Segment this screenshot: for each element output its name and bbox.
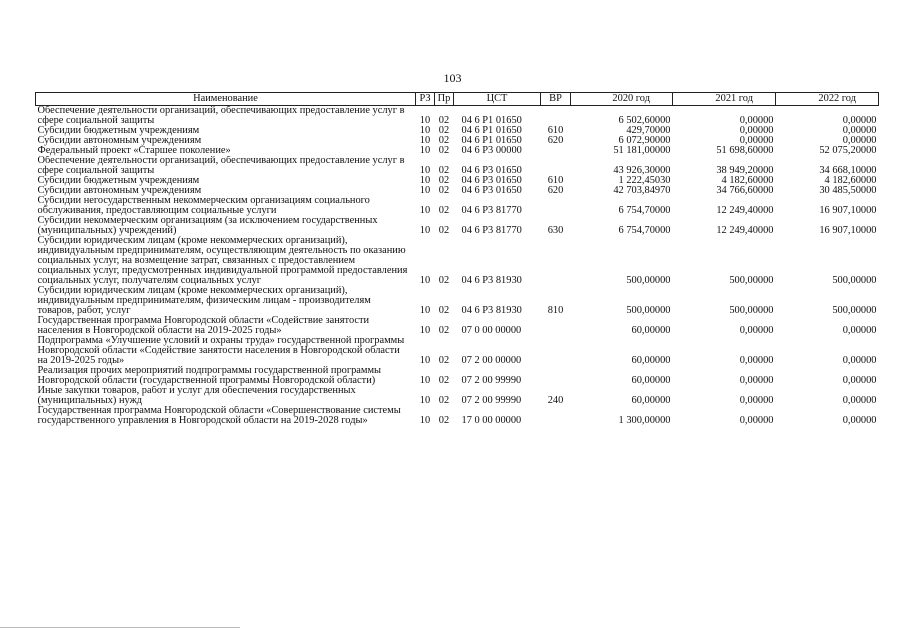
row-vr: 240 bbox=[547, 395, 564, 406]
row-2020: 1 222,45030 bbox=[618, 176, 671, 186]
row-rz: 10 bbox=[419, 146, 431, 156]
row-rz: 10 bbox=[419, 395, 431, 406]
table-row bbox=[36, 236, 879, 286]
row-rz: 10 bbox=[419, 325, 431, 336]
row-2022: 16 907,10000 bbox=[819, 225, 877, 236]
row-2022: 0,00000 bbox=[842, 126, 877, 136]
row-name: Государственная программа Новгородской области «Содействие занятости населения в Новгородской области на 2019-2025 годы» bbox=[37, 316, 370, 336]
row-vr bbox=[541, 146, 571, 156]
row-2021: 500,00000 bbox=[729, 305, 774, 316]
row-2021: 12 249,40000 bbox=[716, 205, 774, 216]
row-name: Субсидии автономным учреждениям bbox=[37, 136, 202, 146]
row-2020: 51 181,00000 bbox=[613, 146, 671, 156]
row-2021: 0,00000 bbox=[739, 115, 774, 126]
row-pr: 02 bbox=[438, 275, 450, 286]
header-vr: ВР bbox=[541, 93, 571, 106]
row-pr: 02 bbox=[438, 205, 450, 216]
row-2021: 34 766,60000 bbox=[716, 186, 774, 196]
table-row bbox=[36, 366, 879, 386]
row-rz: 10 bbox=[419, 415, 431, 426]
row-vr: 630 bbox=[547, 225, 564, 236]
row-pr: 02 bbox=[438, 375, 450, 386]
row-name: Субсидии бюджетным учреждениям bbox=[37, 176, 200, 186]
row-2020: 500,00000 bbox=[626, 275, 671, 286]
header-2022: 2022 год bbox=[776, 93, 879, 106]
row-2021: 12 249,40000 bbox=[716, 225, 774, 236]
row-name: Обеспечение деятельности организаций, обеспечивающих предоставление услуг в сфере социальной защиты bbox=[37, 105, 405, 126]
table-row bbox=[36, 216, 879, 236]
row-2020: 60,00000 bbox=[631, 395, 671, 406]
row-name: Обеспечение деятельности организаций, обеспечивающих предоставление услуг в сфере социальной защиты bbox=[37, 156, 405, 176]
row-cst: 04 6 Р3 01650 bbox=[461, 186, 522, 196]
header-2021: 2021 год bbox=[673, 93, 776, 106]
row-rz: 10 bbox=[419, 165, 431, 176]
row-vr bbox=[541, 336, 571, 366]
row-2022: 30 485,50000 bbox=[819, 186, 877, 196]
row-pr: 02 bbox=[438, 225, 450, 236]
row-2022: 16 907,10000 bbox=[819, 205, 877, 216]
row-cst: 04 6 Р3 81770 bbox=[461, 225, 522, 236]
row-2020: 6 502,60000 bbox=[618, 115, 671, 126]
row-2020: 6 754,70000 bbox=[618, 225, 671, 236]
row-2022: 0,00000 bbox=[842, 115, 877, 126]
row-2021: 0,00000 bbox=[739, 136, 774, 146]
row-rz: 10 bbox=[419, 305, 431, 316]
row-2022: 0,00000 bbox=[842, 375, 877, 386]
row-rz: 10 bbox=[419, 375, 431, 386]
table-row bbox=[36, 106, 879, 127]
row-2020: 60,00000 bbox=[631, 355, 671, 366]
row-pr: 02 bbox=[438, 186, 450, 196]
table-row bbox=[36, 146, 879, 156]
row-2020: 43 926,30000 bbox=[613, 165, 671, 176]
table-row bbox=[36, 136, 879, 146]
table-row bbox=[36, 336, 879, 366]
row-2021: 0,00000 bbox=[739, 325, 774, 336]
row-cst: 04 6 Р3 00000 bbox=[461, 146, 522, 156]
row-2022: 500,00000 bbox=[832, 305, 877, 316]
row-pr: 02 bbox=[438, 136, 450, 146]
row-name: Государственная программа Новгородской области «Совершенствование системы государственного управления в Новгородской области на 2019-2028 годы» bbox=[37, 406, 401, 426]
row-name: Субсидии некоммерческим организациям (за исключением государственных (муниципальных) учреждений) bbox=[37, 216, 378, 236]
row-name: Субсидии юридическим лицам (кроме некоммерческих организаций), индивидуальным предпринимателям, физическим лицам - производителям товаров, работ, услуг bbox=[37, 286, 371, 316]
row-cst: 04 6 Р1 01650 bbox=[461, 126, 522, 136]
row-name: Субсидии автономным учреждениям bbox=[37, 186, 202, 196]
row-pr: 02 bbox=[438, 115, 450, 126]
row-vr bbox=[541, 406, 571, 426]
row-pr: 02 bbox=[438, 355, 450, 366]
row-rz: 10 bbox=[419, 205, 431, 216]
row-2021: 0,00000 bbox=[739, 375, 774, 386]
row-name: Субсидии бюджетным учреждениям bbox=[37, 126, 200, 136]
row-2022: 0,00000 bbox=[842, 395, 877, 406]
header-2020: 2020 год bbox=[571, 93, 673, 106]
row-vr bbox=[541, 316, 571, 336]
row-cst: 07 0 00 00000 bbox=[461, 325, 522, 336]
table-row bbox=[36, 406, 879, 426]
row-cst: 04 6 Р3 01650 bbox=[461, 165, 522, 176]
row-rz: 10 bbox=[419, 126, 431, 136]
table-row bbox=[36, 186, 879, 196]
row-pr: 02 bbox=[438, 415, 450, 426]
row-name: Субсидии юридическим лицам (кроме некоммерческих организаций), индивидуальным предпринимателям, осуществляющим деятельность по оказанию социальных услуг, на возмещение затрат, связанных с предоставлением социальных услуг, предусмотренных индивидуальной программой предоставления социальных услуг, получателям социальных услуг bbox=[37, 236, 408, 286]
row-cst: 04 6 Р1 01650 bbox=[461, 136, 522, 146]
row-2022: 0,00000 bbox=[842, 136, 877, 146]
row-2022: 34 668,10000 bbox=[819, 165, 877, 176]
page-number: 103 bbox=[443, 71, 462, 85]
row-cst: 04 6 Р3 81930 bbox=[461, 275, 522, 286]
header-name: Наименование bbox=[36, 93, 416, 106]
row-vr: 610 bbox=[547, 126, 564, 136]
row-cst: 04 6 Р3 81930 bbox=[461, 305, 522, 316]
table-row bbox=[36, 316, 879, 336]
row-rz: 10 bbox=[419, 186, 431, 196]
row-pr: 02 bbox=[438, 325, 450, 336]
row-2022: 0,00000 bbox=[842, 325, 877, 336]
row-2021: 51 698,60000 bbox=[716, 146, 774, 156]
row-cst: 07 2 00 99990 bbox=[461, 395, 522, 406]
row-rz: 10 bbox=[419, 355, 431, 366]
row-rz: 10 bbox=[419, 176, 431, 186]
header-pr: Пр bbox=[435, 93, 454, 106]
row-vr bbox=[541, 366, 571, 386]
header-cst: ЦСТ bbox=[454, 93, 541, 106]
row-2021: 500,00000 bbox=[729, 275, 774, 286]
row-2020: 6 072,90000 bbox=[618, 136, 671, 146]
row-cst: 07 2 00 99990 bbox=[461, 375, 522, 386]
row-2022: 0,00000 bbox=[842, 415, 877, 426]
table-header bbox=[36, 93, 879, 106]
row-cst: 07 2 00 00000 bbox=[461, 355, 522, 366]
row-vr: 620 bbox=[547, 186, 564, 196]
row-pr: 02 bbox=[438, 146, 450, 156]
row-vr bbox=[541, 236, 571, 286]
budget-table bbox=[35, 92, 879, 426]
row-pr: 02 bbox=[438, 395, 450, 406]
row-pr: 02 bbox=[438, 126, 450, 136]
row-2020: 42 703,84970 bbox=[613, 186, 671, 196]
footer-rule bbox=[0, 627, 240, 628]
row-2022: 500,00000 bbox=[832, 275, 877, 286]
table-row bbox=[36, 196, 879, 216]
row-cst: 04 6 Р3 01650 bbox=[461, 176, 522, 186]
row-2020: 429,70000 bbox=[626, 126, 671, 136]
row-cst: 17 0 00 00000 bbox=[461, 415, 522, 426]
table-row bbox=[36, 286, 879, 316]
row-2021: 38 949,20000 bbox=[716, 165, 774, 176]
row-2022: 52 075,20000 bbox=[819, 146, 877, 156]
table-body bbox=[36, 106, 879, 427]
row-2021: 0,00000 bbox=[739, 355, 774, 366]
row-vr: 620 bbox=[547, 136, 564, 146]
row-pr: 02 bbox=[438, 165, 450, 176]
row-2020: 6 754,70000 bbox=[618, 205, 671, 216]
header-rz: РЗ bbox=[416, 93, 435, 106]
row-name: Федеральный проект «Старшее поколение» bbox=[37, 146, 231, 156]
row-rz: 10 bbox=[419, 275, 431, 286]
row-2020: 60,00000 bbox=[631, 325, 671, 336]
row-rz: 10 bbox=[419, 136, 431, 146]
row-vr: 610 bbox=[547, 176, 564, 186]
row-vr bbox=[541, 106, 571, 127]
row-vr bbox=[541, 156, 571, 176]
table-row bbox=[36, 176, 879, 186]
table-row bbox=[36, 156, 879, 176]
row-rz: 10 bbox=[419, 115, 431, 126]
row-vr: 810 bbox=[547, 305, 564, 316]
row-name: Иные закупки товаров, работ и услуг для обеспечения государственных (муниципальных) нужд bbox=[37, 386, 356, 406]
row-2021: 0,00000 bbox=[739, 126, 774, 136]
row-2022: 4 182,60000 bbox=[824, 176, 877, 186]
row-vr bbox=[541, 196, 571, 216]
row-2022: 0,00000 bbox=[842, 355, 877, 366]
row-2020: 1 300,00000 bbox=[618, 415, 671, 426]
row-name: Подпрограмма «Улучшение условий и охраны труда» государственной программы Новгородской области «Содействие занятости населения в Новгородской области на 2019-2025 годы» bbox=[37, 336, 405, 366]
row-2021: 0,00000 bbox=[739, 415, 774, 426]
row-2021: 0,00000 bbox=[739, 395, 774, 406]
row-2020: 60,00000 bbox=[631, 375, 671, 386]
row-pr: 02 bbox=[438, 305, 450, 316]
table-row bbox=[36, 386, 879, 406]
row-name: Реализация прочих мероприятий подпрограммы государственной программы Новгородской области (государственной программы Новгородской области) bbox=[37, 366, 382, 386]
row-name: Субсидии негосударственным некоммерческим организациям социального обслуживания, предоставляющим социальные услуги bbox=[37, 196, 370, 216]
row-2020: 500,00000 bbox=[626, 305, 671, 316]
row-cst: 04 6 Р1 01650 bbox=[461, 115, 522, 126]
row-cst: 04 6 Р3 81770 bbox=[461, 205, 522, 216]
row-pr: 02 bbox=[438, 176, 450, 186]
table-row bbox=[36, 126, 879, 136]
row-2021: 4 182,60000 bbox=[721, 176, 774, 186]
row-rz: 10 bbox=[419, 225, 431, 236]
